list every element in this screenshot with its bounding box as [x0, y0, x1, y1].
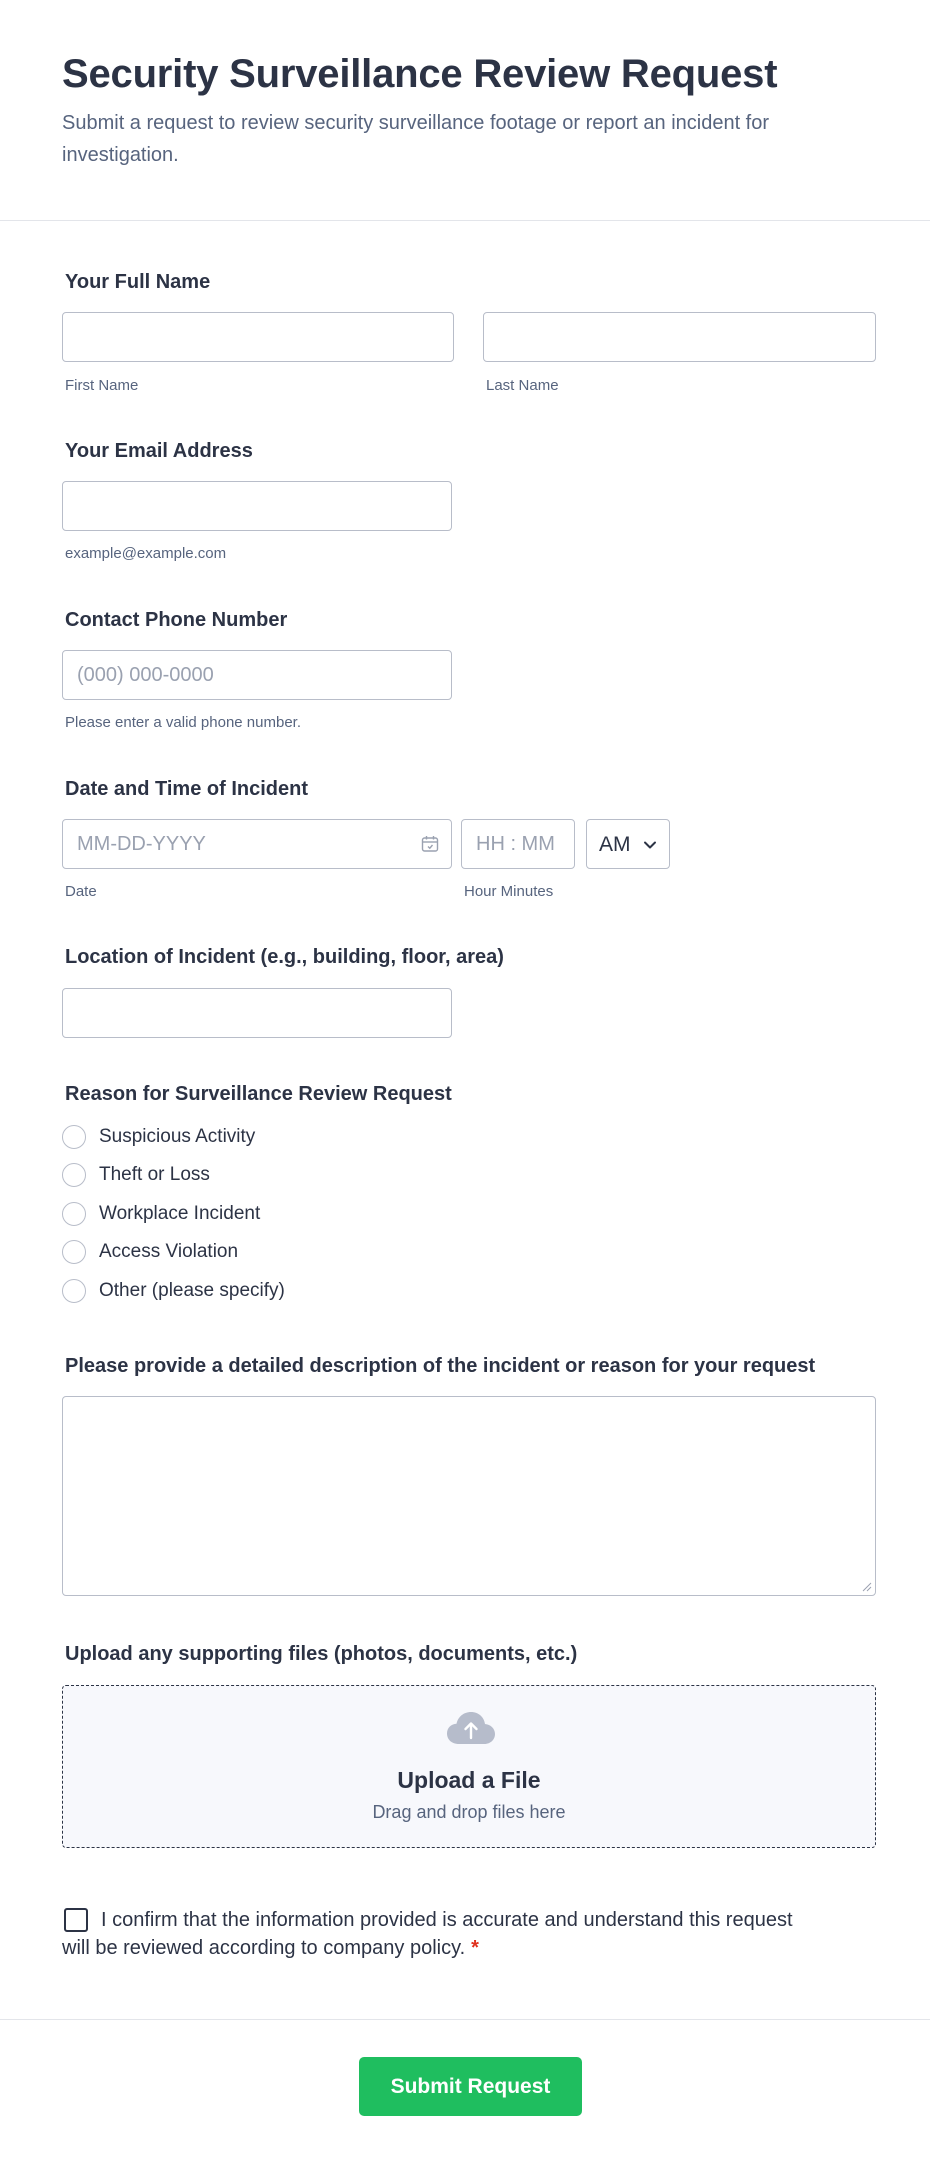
email-input[interactable] — [62, 481, 452, 531]
form-title: Security Surveillance Review Request — [62, 52, 778, 96]
form-subtitle: Submit a request to review security surveillance footage or report an incident for investigation. — [62, 112, 770, 166]
radio-button[interactable] — [62, 1240, 86, 1264]
first-name-sublabel: First Name — [65, 377, 139, 394]
radio-button[interactable] — [62, 1163, 86, 1187]
first-name-input[interactable] — [62, 312, 454, 362]
upload-title: Upload a File — [397, 1767, 541, 1793]
radio-option-theft-or-loss[interactable] — [62, 1162, 462, 1190]
form-header — [0, 0, 930, 221]
date-input[interactable] — [62, 819, 452, 869]
radio-option-other[interactable] — [62, 1278, 462, 1306]
radio-label: Access Violation — [99, 1241, 239, 1262]
ampm-selected-value: AM — [599, 833, 631, 856]
consent-label: I confirm that the information provided is accurate and understand this request will be reviewed according to company policy. — [62, 1909, 793, 1959]
file-upload-dropzone[interactable] — [62, 1685, 876, 1848]
ampm-select[interactable] — [586, 819, 670, 869]
radio-button[interactable] — [62, 1202, 86, 1226]
resize-handle-icon[interactable] — [860, 1580, 872, 1592]
cloud-upload-icon — [446, 1710, 496, 1748]
phone-label: Contact Phone Number — [65, 609, 288, 631]
footer-divider — [0, 2019, 930, 2020]
radio-label: Suspicious Activity — [99, 1126, 256, 1147]
radio-label: Other (please specify) — [99, 1280, 285, 1301]
radio-label: Workplace Incident — [99, 1203, 261, 1224]
submit-button[interactable]: Submit Request — [359, 2057, 582, 2116]
time-sublabel: Hour Minutes — [464, 883, 554, 900]
full-name-label: Your Full Name — [65, 271, 211, 293]
consent-text — [62, 1906, 822, 1962]
upload-subtitle: Drag and drop files here — [372, 1802, 566, 1822]
location-label: Location of Incident (e.g., building, floor, area) — [65, 946, 504, 968]
radio-option-access-violation[interactable] — [62, 1239, 462, 1267]
required-asterisk: * — [471, 1937, 479, 1959]
description-textarea[interactable] — [62, 1396, 876, 1596]
time-input[interactable] — [461, 819, 575, 869]
last-name-sublabel: Last Name — [486, 377, 559, 394]
last-name-input[interactable] — [483, 312, 876, 362]
email-sublabel: example@example.com — [65, 545, 227, 562]
radio-button[interactable] — [62, 1279, 86, 1303]
phone-input[interactable] — [62, 650, 452, 700]
calendar-icon[interactable] — [420, 834, 440, 854]
incident-datetime-label: Date and Time of Incident — [65, 778, 308, 800]
upload-label: Upload any supporting files (photos, documents, etc.) — [65, 1643, 578, 1665]
chevron-down-icon — [643, 838, 657, 852]
reason-label: Reason for Surveillance Review Request — [65, 1083, 452, 1105]
email-label: Your Email Address — [65, 440, 253, 462]
description-label: Please provide a detailed description of the incident or reason for your request — [65, 1355, 816, 1377]
radio-label: Theft or Loss — [99, 1164, 210, 1185]
radio-button[interactable] — [62, 1125, 86, 1149]
consent-checkbox[interactable] — [64, 1908, 88, 1932]
radio-option-workplace-incident[interactable] — [62, 1201, 462, 1229]
date-sublabel: Date — [65, 883, 97, 900]
phone-sublabel: Please enter a valid phone number. — [65, 714, 301, 731]
date-field — [62, 819, 452, 869]
location-input[interactable] — [62, 988, 452, 1038]
radio-option-suspicious-activity[interactable] — [62, 1124, 462, 1152]
